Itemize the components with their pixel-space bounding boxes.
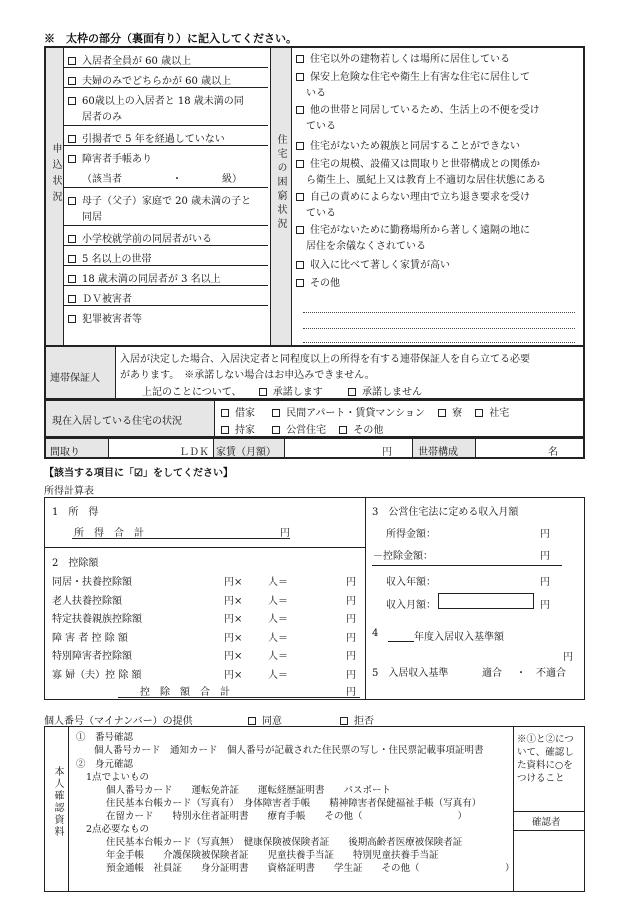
deduction-yen: 円: [346, 595, 356, 607]
deduction-label: 老人扶養控除額: [52, 595, 122, 607]
guarantor-text-1: 入居が決定した場合、入居決定者と同程度以上の所得を有する連帯保証人を自ら立てる必要: [120, 354, 530, 365]
application-status-text: 18 歳未満の同居者が 3 名以上: [82, 274, 221, 285]
deduction-label: 同居・扶養控除額: [52, 577, 132, 588]
application-status-item: [63, 266, 268, 286]
application-status-item: [63, 306, 268, 326]
application-status-text-cont: （該当者 ・ 級）: [82, 174, 242, 185]
application-status-item: [63, 48, 268, 68]
hardship-text-cont: 居住を余儀なくされている: [306, 241, 426, 252]
application-status-text: 小学校就学前の同居者がいる: [82, 234, 212, 245]
income-amount-unit: 円: [540, 529, 550, 540]
application-status-text: ＤＶ被害者: [82, 294, 132, 305]
application-status-text: 母子（父子）家庭で 20 歳未満の子と: [82, 196, 252, 207]
application-status-text: 夫婦のみでどちらかが 60 歳以上: [82, 76, 232, 87]
rooms-label: 間取り: [50, 447, 80, 458]
deduction-yen-x: 円×: [224, 614, 243, 625]
income-standard-number: 4: [372, 628, 379, 639]
hardship-checkbox[interactable]: [296, 160, 304, 168]
income-section-label: 1 所 得: [52, 507, 99, 518]
application-status-item: [63, 226, 268, 246]
income-table-title: 所得計算表: [44, 486, 94, 497]
guarantor-accept-checkbox[interactable]: [259, 388, 267, 396]
deduction-label: 特定扶養親族控除額: [52, 614, 142, 625]
application-status-text: 引揚者で 5 年を経過していない: [82, 134, 225, 145]
deduction-yen-x: 円×: [224, 577, 243, 588]
application-status-item: [63, 188, 268, 226]
total-income-label: 所 得 合 計: [74, 528, 144, 539]
application-status-checkbox[interactable]: [68, 77, 76, 85]
two-docs-list-1: 住民基本台帳カード（写真無） 健康保険被保険者証 後期高齢者医療被保険者証: [106, 837, 463, 848]
one-doc-list-2: 住民基本台帳カード（写真有） 身体障害者手帳 精神障害者保健福祉手帳（写真有）: [106, 798, 482, 809]
hardship-checkbox[interactable]: [296, 142, 304, 150]
identity-verification-label: ② 身元確認: [76, 759, 134, 770]
current-housing-section: [44, 400, 585, 438]
one-doc-list-1: 個人番号カード 運転免許証 運転経歴証明書 パスポート: [106, 785, 392, 796]
monthly-income-unit: 円: [540, 600, 550, 611]
application-status-item: [63, 68, 268, 88]
company-housing-checkbox[interactable]: [475, 409, 483, 417]
hardship-text: 住宅がないため親族と同居することができない: [310, 141, 520, 152]
identity-note-3: た資料に○を: [517, 760, 573, 771]
annual-income-label: 収入年額：: [386, 577, 436, 588]
deduction-total-label: 控 除 額 合 計: [140, 687, 230, 698]
two-docs-list-2: 年金手帳 介護保険被保険者証 児童扶養手当証 特別児童扶養手当証: [106, 850, 439, 861]
hardship-text-cont: ている: [306, 208, 336, 219]
hardship-checkbox[interactable]: [296, 261, 304, 269]
deduction-label: 障 害 者 控 除 額: [52, 632, 128, 644]
rooms-unit: ＬＤＫ: [179, 447, 209, 458]
minus-deduction-unit: 円: [540, 551, 550, 562]
guarantor-decline-label: 承諾しません: [361, 387, 422, 398]
eligible-option[interactable]: 適合: [482, 668, 502, 679]
private-apartment-checkbox[interactable]: [272, 409, 280, 417]
application-status-item: [63, 286, 268, 306]
other-reason-line[interactable]: [303, 328, 575, 329]
eligibility-separator: ・: [516, 668, 526, 679]
one-doc-label: 1点でよいもの: [86, 772, 150, 783]
deduction-total-unit: 円: [346, 687, 356, 698]
minus-deduction-label: －控除金額：: [373, 551, 433, 562]
hardship-checkbox[interactable]: [296, 193, 304, 201]
deduction-people: 人＝: [268, 614, 288, 625]
deduction-section-label: 2 控除額: [52, 558, 99, 569]
hardship-text: 住宅がないために勤務場所から著しく遠隔の地に: [310, 225, 530, 236]
hardship-text-cont: ら衛生上、風紀上又は教育上不適切な居住状態にある: [306, 175, 546, 186]
one-doc-list-3: 在留カード 特別永住者証明書 療育手帳 その他（ ）: [106, 811, 468, 822]
hardship-text-cont: いる: [306, 88, 326, 99]
application-status-item: [63, 88, 268, 126]
mynumber-agree-checkbox[interactable]: [248, 717, 256, 725]
two-docs-label: 2点必要なもの: [86, 824, 150, 835]
income-standard-label: 年度入居収入基準額: [414, 632, 504, 643]
deduction-people: 人＝: [268, 595, 288, 607]
deduction-yen-x: 円×: [224, 632, 243, 644]
hardship-checkbox[interactable]: [296, 226, 304, 234]
identity-label: 本人確認資料: [52, 766, 63, 838]
eligibility-label: 5 入居収入基準: [372, 668, 449, 679]
hardship-text: 住宅の規模、設備又は間取りと世帯構成との関係か: [310, 159, 540, 170]
application-status-item: [63, 246, 268, 266]
hardship-text: 自己の責めによらない理由で立ち退き要求を受け: [310, 192, 530, 203]
application-status-item: [63, 146, 268, 188]
two-docs-list-3: 預金通帳 社員証 身分証明書 資格証明書 学生証 その他（ ）: [106, 863, 515, 874]
rental-checkbox[interactable]: [221, 409, 229, 417]
application-status-text-cont: 同居: [82, 212, 102, 223]
total-income-unit: 円: [280, 528, 290, 539]
other-housing-label: その他: [353, 425, 384, 436]
application-status-text: 入居者全員が 60 歳以上: [82, 56, 192, 67]
hardship-checkbox[interactable]: [296, 106, 304, 114]
deduction-yen-x: 円×: [224, 651, 243, 662]
deduction-yen: 円: [346, 669, 356, 681]
application-status-checkbox[interactable]: [68, 315, 76, 323]
deduction-yen: 円: [346, 577, 356, 588]
private-apartment-label: 民間アパート・賃貸マンション: [286, 408, 425, 419]
application-status-checkbox[interactable]: [68, 235, 76, 243]
hardship-text: 収入に比べて著しく家賃が高い: [310, 260, 450, 271]
mynumber-refuse-checkbox[interactable]: [340, 717, 348, 725]
application-status-text: 5 名以上の世帯: [82, 254, 152, 265]
deduction-yen: 円: [346, 651, 356, 662]
guarantor-text-3: 上記のことについて、: [142, 387, 242, 398]
hardship-text: その他: [310, 278, 340, 289]
guarantor-decline-checkbox[interactable]: [348, 388, 356, 396]
application-status-text: 障害者手帳あり: [82, 154, 152, 165]
rental-label: 借家: [235, 408, 255, 419]
monthly-income-label: 収入月額：: [386, 600, 436, 611]
income-amount-label: 所得金額：: [386, 529, 436, 540]
deduction-people: 人＝: [268, 669, 288, 681]
guarantor-label: 連帯保証人: [50, 373, 100, 384]
guarantor-section: [44, 347, 585, 400]
number-verification-docs: 個人番号カード 通知カード 個人番号が記載された住民票の写し・住民票記載事項証明書: [94, 745, 484, 756]
header-note: ※ 太枠の部分（裏面有り）に記入してください。: [44, 32, 297, 45]
hardship-text: 他の世帯と同居しているため、生活上の不便を受け: [310, 105, 540, 116]
household-label: 世帯構成: [418, 447, 458, 458]
guarantor-text-2: があります。 ※承諾しない場合はお申込みできません。: [120, 370, 375, 381]
application-status-text-cont: 居者のみ: [82, 112, 122, 123]
deduction-people: 人＝: [268, 632, 288, 644]
number-verification-label: ① 番号確認: [76, 732, 134, 743]
hardship-text: 保安上危険な住宅や衛生上有害な住宅に居住して: [310, 72, 530, 83]
deduction-label: 特別障害者控除額: [52, 651, 132, 662]
deduction-people: 人＝: [268, 577, 288, 588]
household-unit: 名: [548, 447, 558, 458]
rooms-row: [44, 438, 585, 459]
hardship-label: 住宅の困窮状況: [275, 134, 286, 232]
application-status-checkbox[interactable]: [68, 197, 76, 205]
deduction-yen-x: 円×: [224, 595, 243, 607]
dormitory-checkbox[interactable]: [438, 409, 446, 417]
identity-note-2: いて、確認し: [517, 747, 574, 758]
deduction-yen: 円: [346, 614, 356, 625]
dormitory-label: 寮: [452, 408, 463, 419]
identity-note-4: つけること: [517, 773, 565, 784]
public-housing-checkbox[interactable]: [272, 426, 280, 434]
identity-note-1: ※①と②につ: [517, 734, 574, 745]
application-status-checkbox[interactable]: [68, 97, 76, 105]
public-housing-label: 公営住宅: [286, 425, 327, 436]
mynumber-label: 個人番号（マイナンバー）の提供: [44, 716, 193, 727]
owned-house-label: 持家: [235, 425, 255, 436]
application-status-label: 申込状況: [50, 143, 61, 207]
application-status-checkbox[interactable]: [68, 57, 76, 65]
owned-house-checkbox[interactable]: [221, 426, 229, 434]
other-housing-checkbox[interactable]: [339, 426, 347, 434]
application-status-checkbox[interactable]: [68, 155, 76, 163]
rent-label: 家賃（月額）: [216, 447, 276, 458]
deduction-people: 人＝: [268, 651, 288, 662]
company-housing-label: 社宅: [489, 408, 510, 419]
guarantor-accept-label: 承諾します: [272, 387, 323, 398]
other-reason-line[interactable]: [303, 312, 575, 313]
application-status-text: 犯罪被害者等: [82, 314, 142, 325]
deduction-yen-x: 円×: [224, 669, 243, 681]
application-status-checkbox[interactable]: [68, 135, 76, 143]
public-housing-income-label: 3 公営住宅法に定める収入月額: [372, 507, 519, 518]
hardship-checkbox[interactable]: [296, 279, 304, 287]
application-status-checkbox[interactable]: [68, 255, 76, 263]
application-status-checkbox[interactable]: [68, 275, 76, 283]
other-reason-line[interactable]: [303, 342, 575, 343]
monthly-income-input[interactable]: [438, 593, 534, 609]
instruction: 【該当する項目に「☑」をしてください】: [44, 468, 233, 479]
deduction-label: 寡 婦（夫）控 除 額: [52, 669, 142, 681]
mynumber-refuse-label: 拒否: [354, 716, 374, 727]
hardship-checkbox[interactable]: [296, 55, 304, 63]
application-status-text: 60歳以上の入居者と 18 歳未満の同: [82, 96, 244, 107]
annual-income-unit: 円: [540, 577, 550, 588]
application-status-checkbox[interactable]: [68, 295, 76, 303]
application-status-item: [63, 126, 268, 146]
hardship-text: 住宅以外の建物若しくは場所に居住している: [310, 54, 510, 65]
current-housing-label: 現在入居している住宅の状況: [52, 416, 182, 427]
deduction-yen: 円: [346, 632, 356, 644]
income-standard-unit: 円: [563, 652, 573, 663]
ineligible-option[interactable]: 不適合: [536, 668, 566, 679]
hardship-checkbox[interactable]: [296, 73, 304, 81]
hardship-text-cont: ている: [306, 121, 336, 132]
confirmer-label: 確認者: [532, 817, 561, 828]
mynumber-agree-label: 同意: [262, 716, 282, 727]
rent-unit: 円: [382, 447, 392, 458]
